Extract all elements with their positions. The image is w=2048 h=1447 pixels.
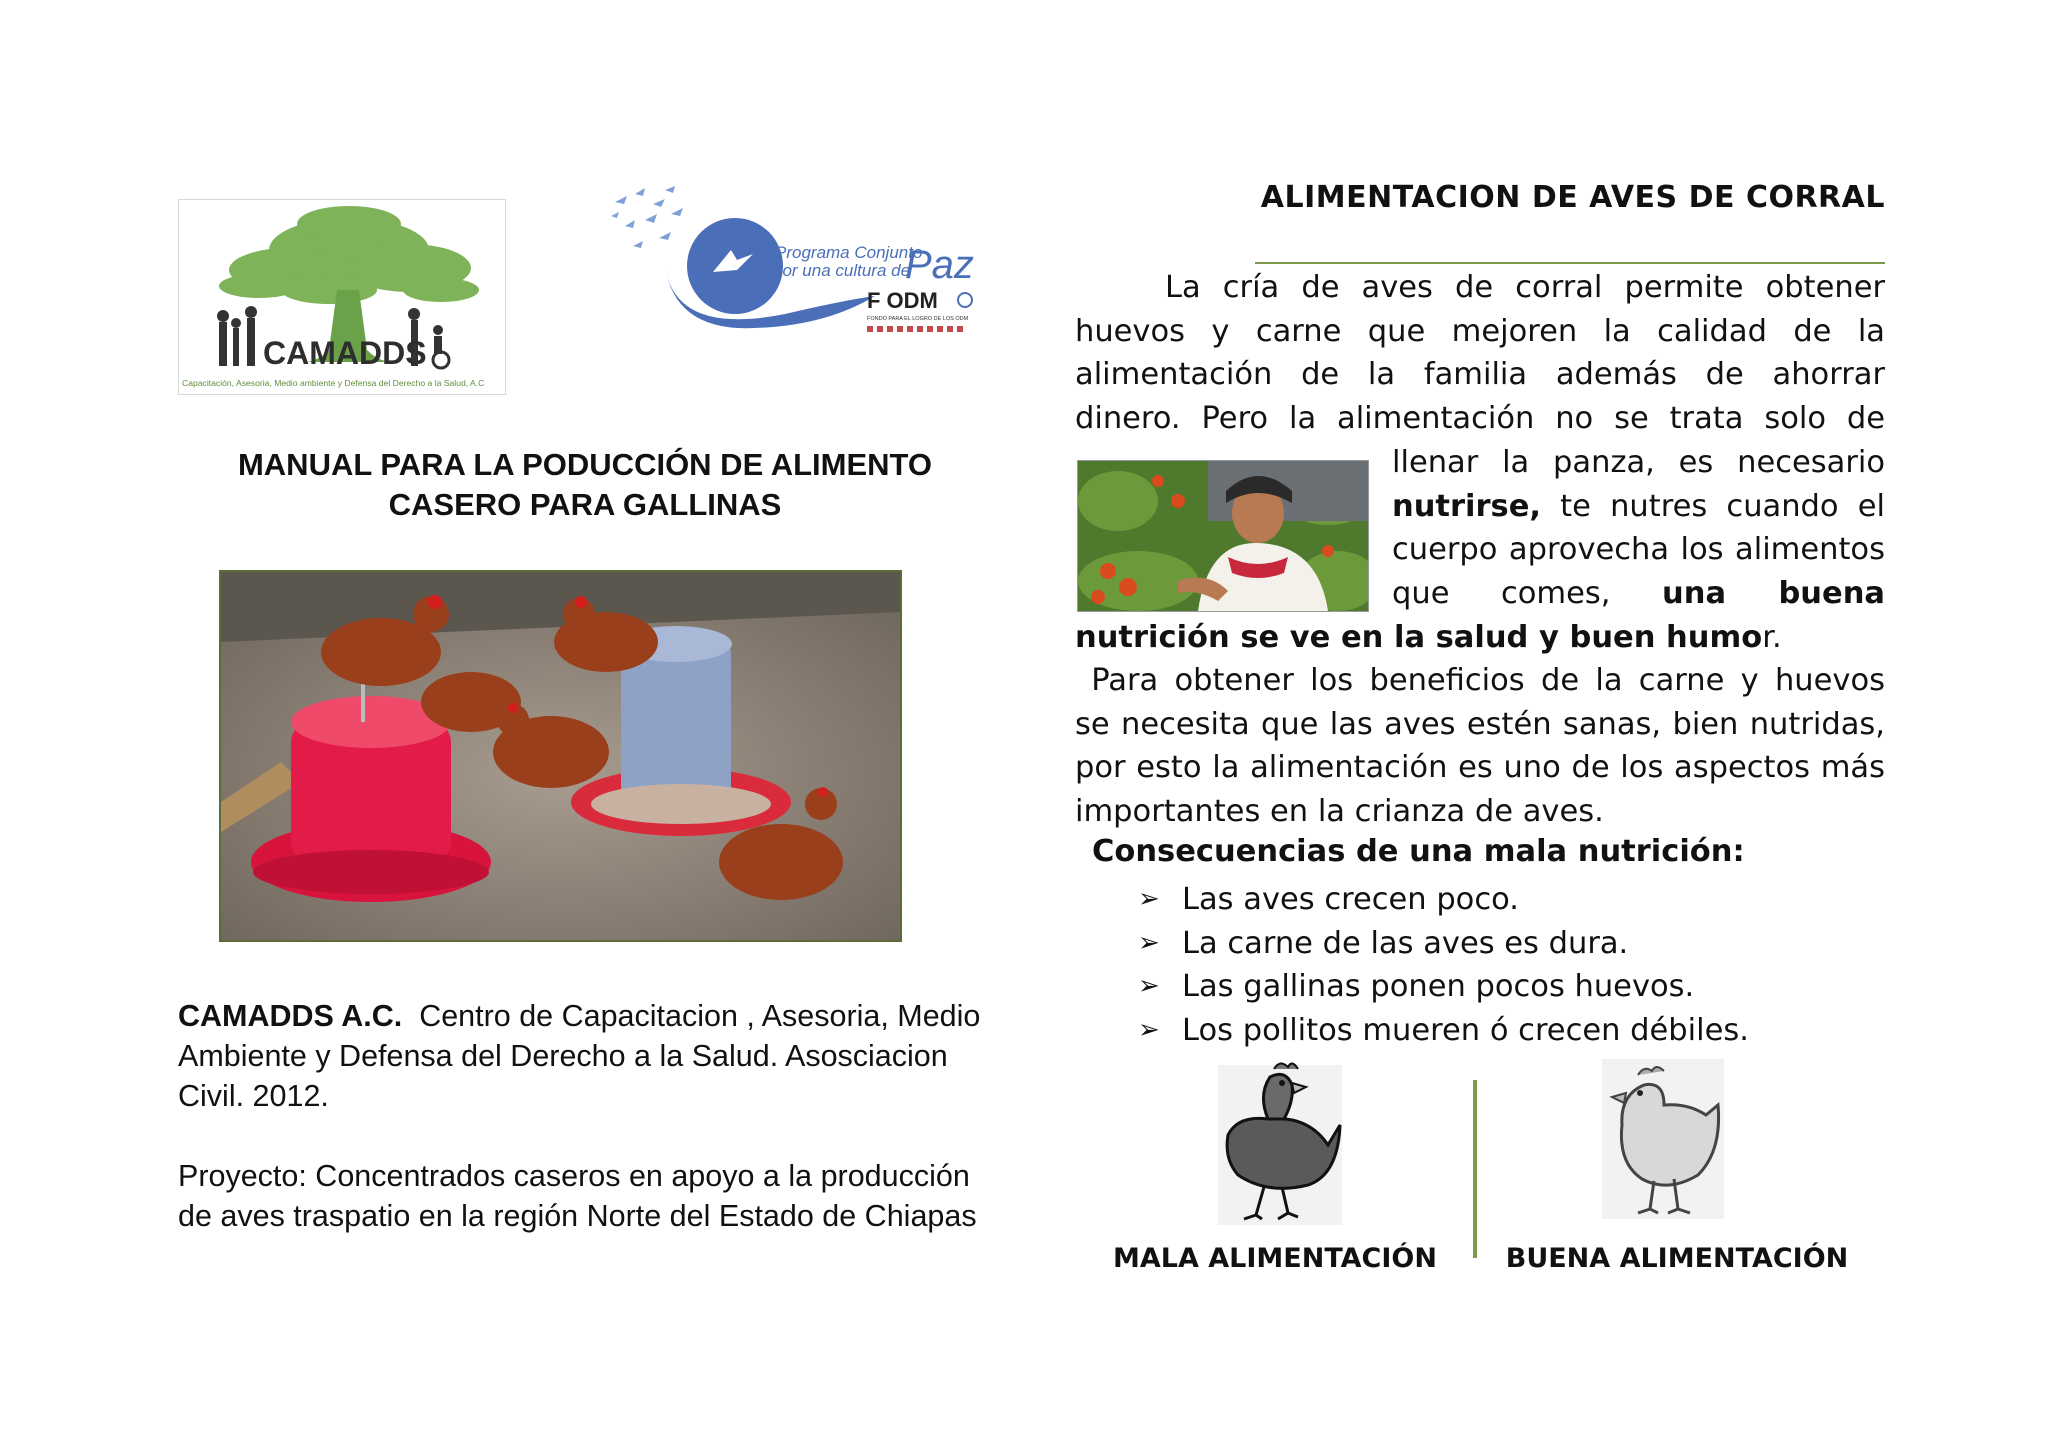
- intro-paragraph: [1075, 266, 1885, 440]
- buena-emphasis: una buena: [1662, 575, 1886, 611]
- paz-logo-line2: por una cultura de: [773, 261, 911, 280]
- intro-wrap-line-4-start: que comes,: [1392, 575, 1663, 611]
- benefits-line-4: importantes en la crianza de aves.: [1075, 793, 1604, 829]
- intro-wrap-line-4: [1392, 572, 1885, 616]
- manual-title: [160, 445, 1010, 525]
- camadds-logo-name: CAMADDS: [263, 335, 427, 371]
- benefits-line-2: se necesita que las aves estén sanas, bien nutridas,: [1075, 706, 1885, 742]
- list-item: [1138, 922, 1749, 966]
- good-feeding-label: BUENA ALIMENTACIÓN: [1505, 1243, 1849, 1274]
- paz-logo-fund-sub: FONDO PARA EL LOGRO DE LOS ODM: [867, 316, 969, 322]
- organization-name: CAMADDS A.C.: [178, 999, 403, 1033]
- intro-line-2: huevos y carne que mejoren la calidad de la: [1075, 313, 1885, 349]
- list-item: [1138, 965, 1749, 1009]
- comparison-divider: [1473, 1080, 1477, 1258]
- intro-wrap-line-2: [1392, 485, 1885, 529]
- arrow-bullet-icon: ➢: [1138, 971, 1160, 1002]
- consequence-text: Los pollitos mueren ó crecen débiles.: [1182, 1012, 1749, 1048]
- nutrition-emphasis: nutrición se ve en la salud y buen humo: [1075, 620, 1763, 655]
- title-underline: [1255, 262, 1885, 264]
- manual-title-line1: MANUAL PARA LA PODUCCIÓN DE ALIMENTO: [237, 447, 933, 482]
- bad-hen-illustration: [1208, 1055, 1348, 1230]
- intro-line-4: dinero. Pero la alimentación no se trata solo de: [1075, 400, 1885, 436]
- paz-logo-word: Paz: [905, 243, 974, 287]
- consequence-text: La carne de las aves es dura.: [1182, 925, 1629, 961]
- list-item: [1138, 878, 1749, 922]
- organization-credit: [178, 996, 1018, 1116]
- consequences-heading: Consecuencias de una mala nutrición:: [1092, 834, 1745, 869]
- consequences-list: [1138, 878, 1749, 1052]
- arrow-bullet-icon: ➢: [1138, 884, 1160, 914]
- intro-wrap-text: [1392, 441, 1885, 615]
- intro-end-rest: r.: [1762, 620, 1782, 655]
- arrow-bullet-icon: ➢: [1138, 927, 1160, 958]
- list-item: [1138, 1009, 1749, 1053]
- consequence-text: Las gallinas ponen pocos huevos.: [1182, 969, 1695, 1005]
- benefits-line-3: por esto la alimentación es uno de los aspectos más: [1075, 750, 1885, 786]
- benefits-paragraph: [1075, 659, 1885, 833]
- good-hen-illustration: [1598, 1055, 1728, 1225]
- intro-wrap-line-1: llenar la panza, es necesario: [1392, 445, 1885, 480]
- intro-wrap-line-3: cuerpo aprovecha los alimentos: [1392, 532, 1885, 568]
- manual-title-line2: CASERO PARA GALLINAS: [388, 487, 782, 522]
- consequence-text: Las aves crecen poco.: [1182, 882, 1519, 917]
- woman-garden-photo: [1077, 460, 1369, 612]
- intro-end-line: [1075, 616, 1885, 660]
- nutrirse-emphasis: nutrirse,: [1392, 488, 1541, 524]
- paz-logo-fund: F ODM: [867, 288, 938, 313]
- arrow-bullet-icon: ➢: [1138, 1014, 1160, 1045]
- paz-logo-line1: Programa Conjunto: [775, 243, 923, 262]
- bad-feeding-label: MALA ALIMENTACIÓN: [1113, 1243, 1437, 1274]
- paz-program-logo: [605, 186, 977, 342]
- project-description: Proyecto: Concentrados caseros en apoyo a la producción de aves traspatio en la región Norte del Estado de Chiapas: [178, 1159, 977, 1233]
- hens-feeders-photo: [219, 570, 902, 942]
- benefits-line-1: Para obtener los beneficios de la carne y huevos: [1075, 663, 1885, 698]
- camadds-logo-tagline: Capacitación, Asesoria, Medio ambiente y Defensa del Derecho a la Salud, A.C: [182, 378, 485, 388]
- intro-line-1: La cría de aves de corral permite obtener: [1165, 270, 1885, 305]
- section-title: ALIMENTACION DE AVES DE CORRAL: [1260, 180, 1885, 215]
- intro-line-3: alimentación de la familia además de ahorrar: [1075, 357, 1885, 393]
- intro-wrap-line-2-rest: te nutres cuando el: [1540, 488, 1885, 524]
- organization-description: Centro de Capacitacion , Asesoria, Medio Ambiente y Defensa del Derecho a la Salud. Asosciacion Civil. 2012.: [178, 999, 981, 1113]
- camadds-logo: [178, 199, 506, 395]
